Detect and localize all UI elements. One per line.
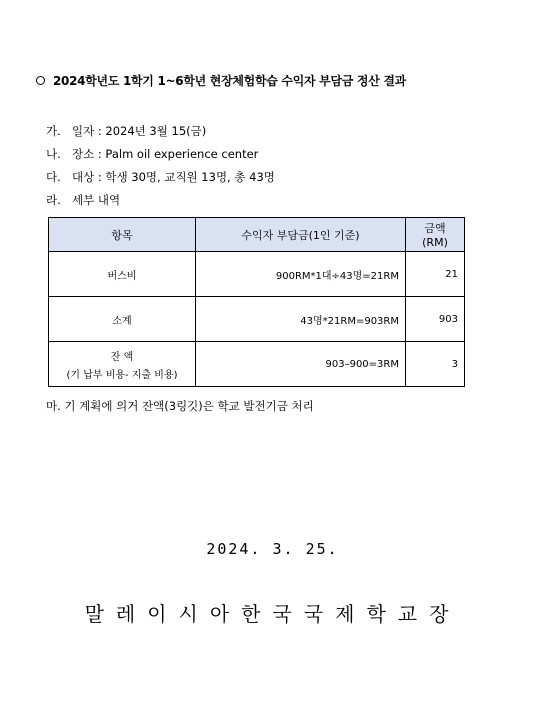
info-text: 장소 : Palm oil experience center bbox=[72, 147, 259, 161]
info-prefix: 나. bbox=[46, 147, 61, 161]
table-row bbox=[49, 342, 465, 387]
row-item-balance-note: (기 납부 비용- 지출 비용) bbox=[66, 369, 178, 381]
circle-bullet-icon bbox=[36, 76, 45, 85]
header-amount: 금액(RM) bbox=[406, 218, 465, 252]
note-line bbox=[46, 398, 314, 414]
note-prefix: 마. bbox=[46, 399, 61, 413]
info-text: 세부 내역 bbox=[72, 193, 121, 207]
document-title-text: 2024학년도 1학기 1~6학년 현장체험학습 수익자 부담금 정산 결과 bbox=[53, 74, 406, 88]
info-list bbox=[46, 120, 275, 212]
row-amount: 903 bbox=[406, 297, 465, 342]
row-detail: 903–900=3RM bbox=[196, 342, 406, 387]
info-item-date bbox=[46, 120, 275, 143]
info-prefix: 가. bbox=[46, 124, 61, 138]
row-item-balance-label: 잔 액 bbox=[110, 351, 134, 363]
settlement-table bbox=[48, 217, 465, 387]
table-row bbox=[49, 252, 465, 297]
row-item-balance bbox=[49, 342, 196, 387]
school-principal-signature: 말레이시아한국국제학교장 bbox=[84, 602, 461, 626]
info-text: 대상 : 학생 30명, 교직원 13명, 총 43명 bbox=[72, 170, 275, 184]
table-header-row bbox=[49, 218, 465, 252]
table-row bbox=[49, 297, 465, 342]
row-item-bus: 버스비 bbox=[49, 252, 196, 297]
row-item-subtotal: 소계 bbox=[49, 297, 196, 342]
note-text: 기 계획에 의거 잔액(3링깃)은 학교 발전기금 처리 bbox=[64, 399, 314, 413]
document-date: 2024. 3. 25. bbox=[206, 540, 339, 558]
info-item-place bbox=[46, 143, 275, 166]
row-detail: 43명*21RM=903RM bbox=[196, 297, 406, 342]
info-item-target bbox=[46, 166, 275, 189]
row-amount: 3 bbox=[406, 342, 465, 387]
info-prefix: 라. bbox=[46, 193, 61, 207]
document-title bbox=[36, 72, 406, 89]
info-item-details bbox=[46, 189, 275, 212]
row-amount: 21 bbox=[406, 252, 465, 297]
header-item: 항목 bbox=[49, 218, 196, 252]
header-charge: 수익자 부담금(1인 기준) bbox=[196, 218, 406, 252]
info-text: 일자 : 2024년 3월 15(금) bbox=[72, 124, 207, 138]
row-detail: 900RM*1대÷43명=21RM bbox=[196, 252, 406, 297]
info-prefix: 다. bbox=[46, 170, 61, 184]
